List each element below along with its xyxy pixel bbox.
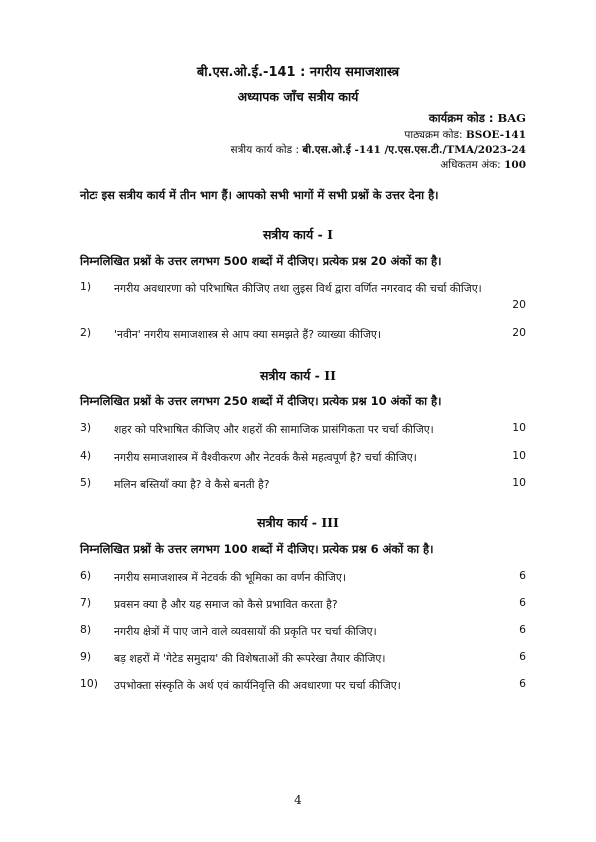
- question-item: [80, 476, 526, 494]
- question-number: 6): [80, 569, 92, 582]
- question-item: [80, 623, 526, 641]
- question-text: बड़ शहरों में 'गेटेड समुदाय' की विशेषताओं की रूपरेखा तैयार कीजिए।: [114, 652, 386, 665]
- question-number: 8): [80, 623, 92, 636]
- question-marks: 20: [512, 326, 526, 339]
- course-code-line: [404, 128, 526, 142]
- question-number: 2): [80, 326, 92, 339]
- question-item: [80, 421, 526, 439]
- question-text: नगरीय क्षेत्रों में पाए जाने वाले व्यवसायों की प्रकृति पर चर्चा कीजिए।: [114, 625, 377, 638]
- question-item: [80, 326, 526, 344]
- question-marks: 6: [519, 623, 526, 636]
- question-text: नगरीय अवधारणा को परिभाषित कीजिए तथा लुइस विर्थ द्वारा वर्णित नगरवाद की चर्चा कीजिए।: [114, 282, 482, 295]
- assignment-code-label: सत्रीय कार्य कोड :: [230, 144, 300, 156]
- question-number: 5): [80, 476, 92, 489]
- max-marks-value: 100: [504, 159, 526, 171]
- question-number: 3): [80, 421, 92, 434]
- question-item: [80, 596, 526, 614]
- question-text: नगरीय समाजशास्त्र में नेटवर्क की भूमिका का वर्णन कीजिए।: [114, 571, 346, 584]
- question-number: 9): [80, 650, 92, 663]
- section-heading-3: [0, 514, 596, 531]
- max-marks-line: [440, 158, 526, 172]
- max-marks-label: अधिकतम अंक:: [440, 159, 501, 171]
- question-marks: 20: [512, 298, 526, 311]
- question-number: 7): [80, 596, 92, 609]
- question-text: शहर को परिभाषित कीजिए और शहरों की सामाजिक प्रासंगिकता पर चर्चा कीजिए।: [114, 423, 434, 436]
- course-code-label: पाठ्यक्रम कोड:: [404, 129, 463, 141]
- section-roman-numeral: II: [324, 368, 336, 383]
- question-item: [80, 569, 526, 587]
- question-item: [80, 677, 526, 695]
- section-roman-numeral: I: [327, 227, 334, 242]
- question-marks: 10: [512, 449, 526, 462]
- question-item: [80, 650, 526, 668]
- question-text: 'नवीन' नगरीय समाजशास्त्र से आप क्या समझते हैं? व्याख्या कीजिए।: [114, 328, 381, 341]
- programme-code-label: कार्यक्रम कोड :: [428, 111, 494, 125]
- section-roman-numeral: III: [321, 515, 339, 530]
- question-marks: 6: [519, 569, 526, 582]
- programme-code-value: BAG: [497, 111, 526, 125]
- page-number: 4: [294, 793, 302, 807]
- question-text: उपभोक्ता संस्कृति के अर्थ एवं कार्यनिवृत्ति की अवधारणा पर चर्चा कीजिए।: [114, 679, 401, 692]
- question-number: 4): [80, 449, 92, 462]
- section-heading-label: सत्रीय कार्य -: [257, 515, 317, 530]
- question-number: 10): [80, 677, 98, 690]
- assignment-code-value: बी.एस.ओ.ई -141 /ए.एस.एस.टी./TMA/2023-24: [302, 144, 526, 156]
- question-marks: 6: [519, 677, 526, 690]
- question-text: मलिन बस्तियाँ क्या है? वे कैसे बनती है?: [114, 478, 270, 491]
- question-text: प्रवसन क्या है और यह समाज को कैसे प्रभावित करता है?: [114, 598, 338, 611]
- question-marks: 10: [512, 476, 526, 489]
- programme-code-line: [429, 111, 526, 126]
- section-heading-label: सत्रीय कार्य -: [260, 368, 320, 383]
- section-heading-1: [0, 226, 596, 243]
- section-heading-2: [0, 367, 596, 384]
- question-number: 1): [80, 280, 92, 293]
- section-instruction-2: निम्नलिखित प्रश्नों के उत्तर लगभग 250 शब्दों में दीजिए। प्रत्येक प्रश्न 10 अंकों का है।: [80, 394, 442, 408]
- section-instruction-3: निम्नलिखित प्रश्नों के उत्तर लगभग 100 शब्दों में दीजिए। प्रत्येक प्रश्न 6 अंकों का है।: [80, 542, 434, 556]
- document-title: बी.एस.ओ.ई.-141 : नगरीय समाजशास्त्र: [196, 65, 400, 80]
- question-item: [80, 449, 526, 467]
- question-item: [80, 280, 526, 316]
- question-text: नगरीय समाजशास्त्र में वैश्वीकरण और नेटवर्क कैसे महत्वपूर्ण है? चर्चा कीजिए।: [114, 451, 417, 464]
- general-note: नोटः इस सत्रीय कार्य में तीन भाग हैं। आपको सभी भागों में सभी प्रश्नों के उत्तर देना है।: [80, 188, 439, 202]
- document-subtitle: अध्यापक जाँच सत्रीय कार्य: [237, 89, 359, 104]
- section-instruction-1: निम्नलिखित प्रश्नों के उत्तर लगभग 500 शब्दों में दीजिए। प्रत्येक प्रश्न 20 अंकों का है।: [80, 254, 442, 268]
- section-heading-label: सत्रीय कार्य -: [262, 227, 323, 242]
- question-marks: 6: [519, 596, 526, 609]
- assignment-code-line: [231, 143, 526, 157]
- question-marks: 6: [519, 650, 526, 663]
- course-code-value: BSOE-141: [465, 129, 526, 141]
- question-marks: 10: [512, 421, 526, 434]
